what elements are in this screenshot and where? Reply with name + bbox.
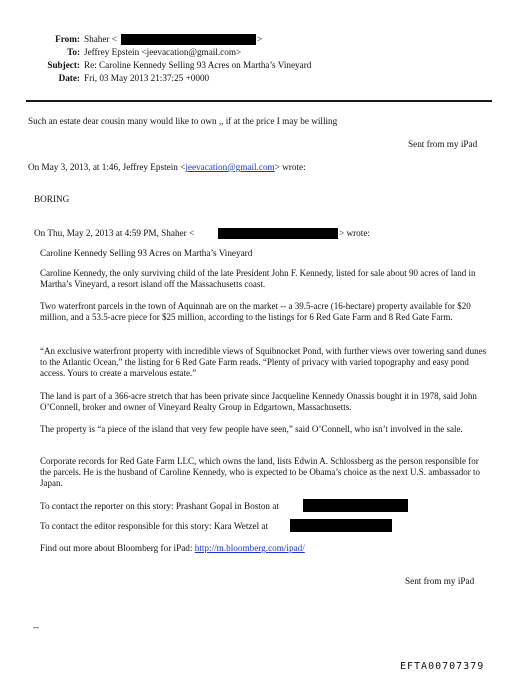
redaction-block <box>121 34 256 45</box>
subject-value: Re: Caroline Kennedy Selling 93 Acres on Martha’s Vineyard <box>84 60 312 70</box>
article-paragraph: Corporate records for Red Gate Farm LLC, which owns the land, lists Edwin A. Schlossberg as the person responsible for the parcels. He is the husband of Caroline Kennedy, who is expected to be Obama’s choice as the next U.S. ambassador to Japan. <box>40 456 481 488</box>
signature-dashes: -- <box>33 622 40 632</box>
reply-signature: Sent from my iPad <box>408 139 478 149</box>
quote1-intro-suffix: > wrote: <box>274 162 306 172</box>
subject-label: Subject: <box>47 60 80 70</box>
quote1-body: BORING <box>34 194 70 204</box>
quote1-intro-prefix: On May 3, 2013, at 1:46, Jeffrey Epstein < <box>28 162 186 172</box>
quote2-intro-suffix: > wrote: <box>339 228 370 238</box>
quote1-intro <box>28 162 306 173</box>
bloomberg-prefix: Find out more about Bloomberg for iPad: <box>40 543 193 553</box>
reply-body: Such an estate dear cousin many would like to own ,, if at the price I may be willing <box>28 116 338 126</box>
bloomberg-line <box>40 543 305 554</box>
redaction-block <box>303 499 408 512</box>
article-paragraph: The property is “a piece of the island that very few people have seen,” said O’Connell, who isn’t involved in the sale. <box>40 424 463 434</box>
to-label: To: <box>67 47 80 57</box>
article-title: Caroline Kennedy Selling 93 Acres on Martha’s Vineyard <box>40 248 253 258</box>
from-value: Shaher < <box>84 34 117 44</box>
email-link[interactable]: jeevacation@gmail.com <box>185 162 275 172</box>
article-signature: Sent from my iPad <box>405 576 475 586</box>
from-label: From: <box>55 34 80 44</box>
quote2-intro-prefix: On Thu, May 2, 2013 at 4:59 PM, Shaher < <box>34 228 195 238</box>
redaction-block <box>290 519 392 532</box>
from-close: > <box>257 34 263 44</box>
contact-reporter: To contact the reporter on this story: Prashant Gopal in Boston at <box>40 501 279 511</box>
date-label: Date: <box>58 73 80 83</box>
to-value: Jeffrey Epstein <jeevacation@gmail.com> <box>84 47 242 57</box>
date-value: Fri, 03 May 2013 21:37:25 +0000 <box>84 73 210 83</box>
bates-number: EFTA00707379 <box>400 661 485 672</box>
article-paragraph: “An exclusive waterfront property with incredible views of Squibnocket Pond, with further views over towering sand dunes to the Atlantic Ocean,” the listing for 6 Red Gate Farm reads. “Plenty of privacy with varied topography and easy pond access. Yours to create a marvelous estate.” <box>40 346 487 378</box>
contact-editor: To contact the editor responsible for this story: Kara Wetzel at <box>40 521 269 531</box>
bloomberg-link[interactable]: http://m.bloomberg.com/ipad/ <box>194 543 305 553</box>
article-paragraph: The land is part of a 366-acre stretch that has been private since Jacqueline Kennedy Onassis bought it in 1978, said John O’Connell, broker and owner of Vineyard Realty Group in Edgartown, Massachusetts. <box>40 391 477 412</box>
header-divider <box>26 100 492 102</box>
redaction-block <box>218 228 338 239</box>
article-paragraph: Caroline Kennedy, the only surviving child of the late President John F. Kennedy, listed for sale about 90 acres of land in Martha’s Vineyard, a resort island off the Massachusetts coast. <box>40 268 476 289</box>
article-paragraph: Two waterfront parcels in the town of Aquinnah are on the market -- a 39.5-acre (16-hectare) property available for $20 million, and a 53.5-acre piece for $25 million, according to the listings for 6 Red Gate Farm and 8 Red Gate Farm. <box>40 301 471 322</box>
